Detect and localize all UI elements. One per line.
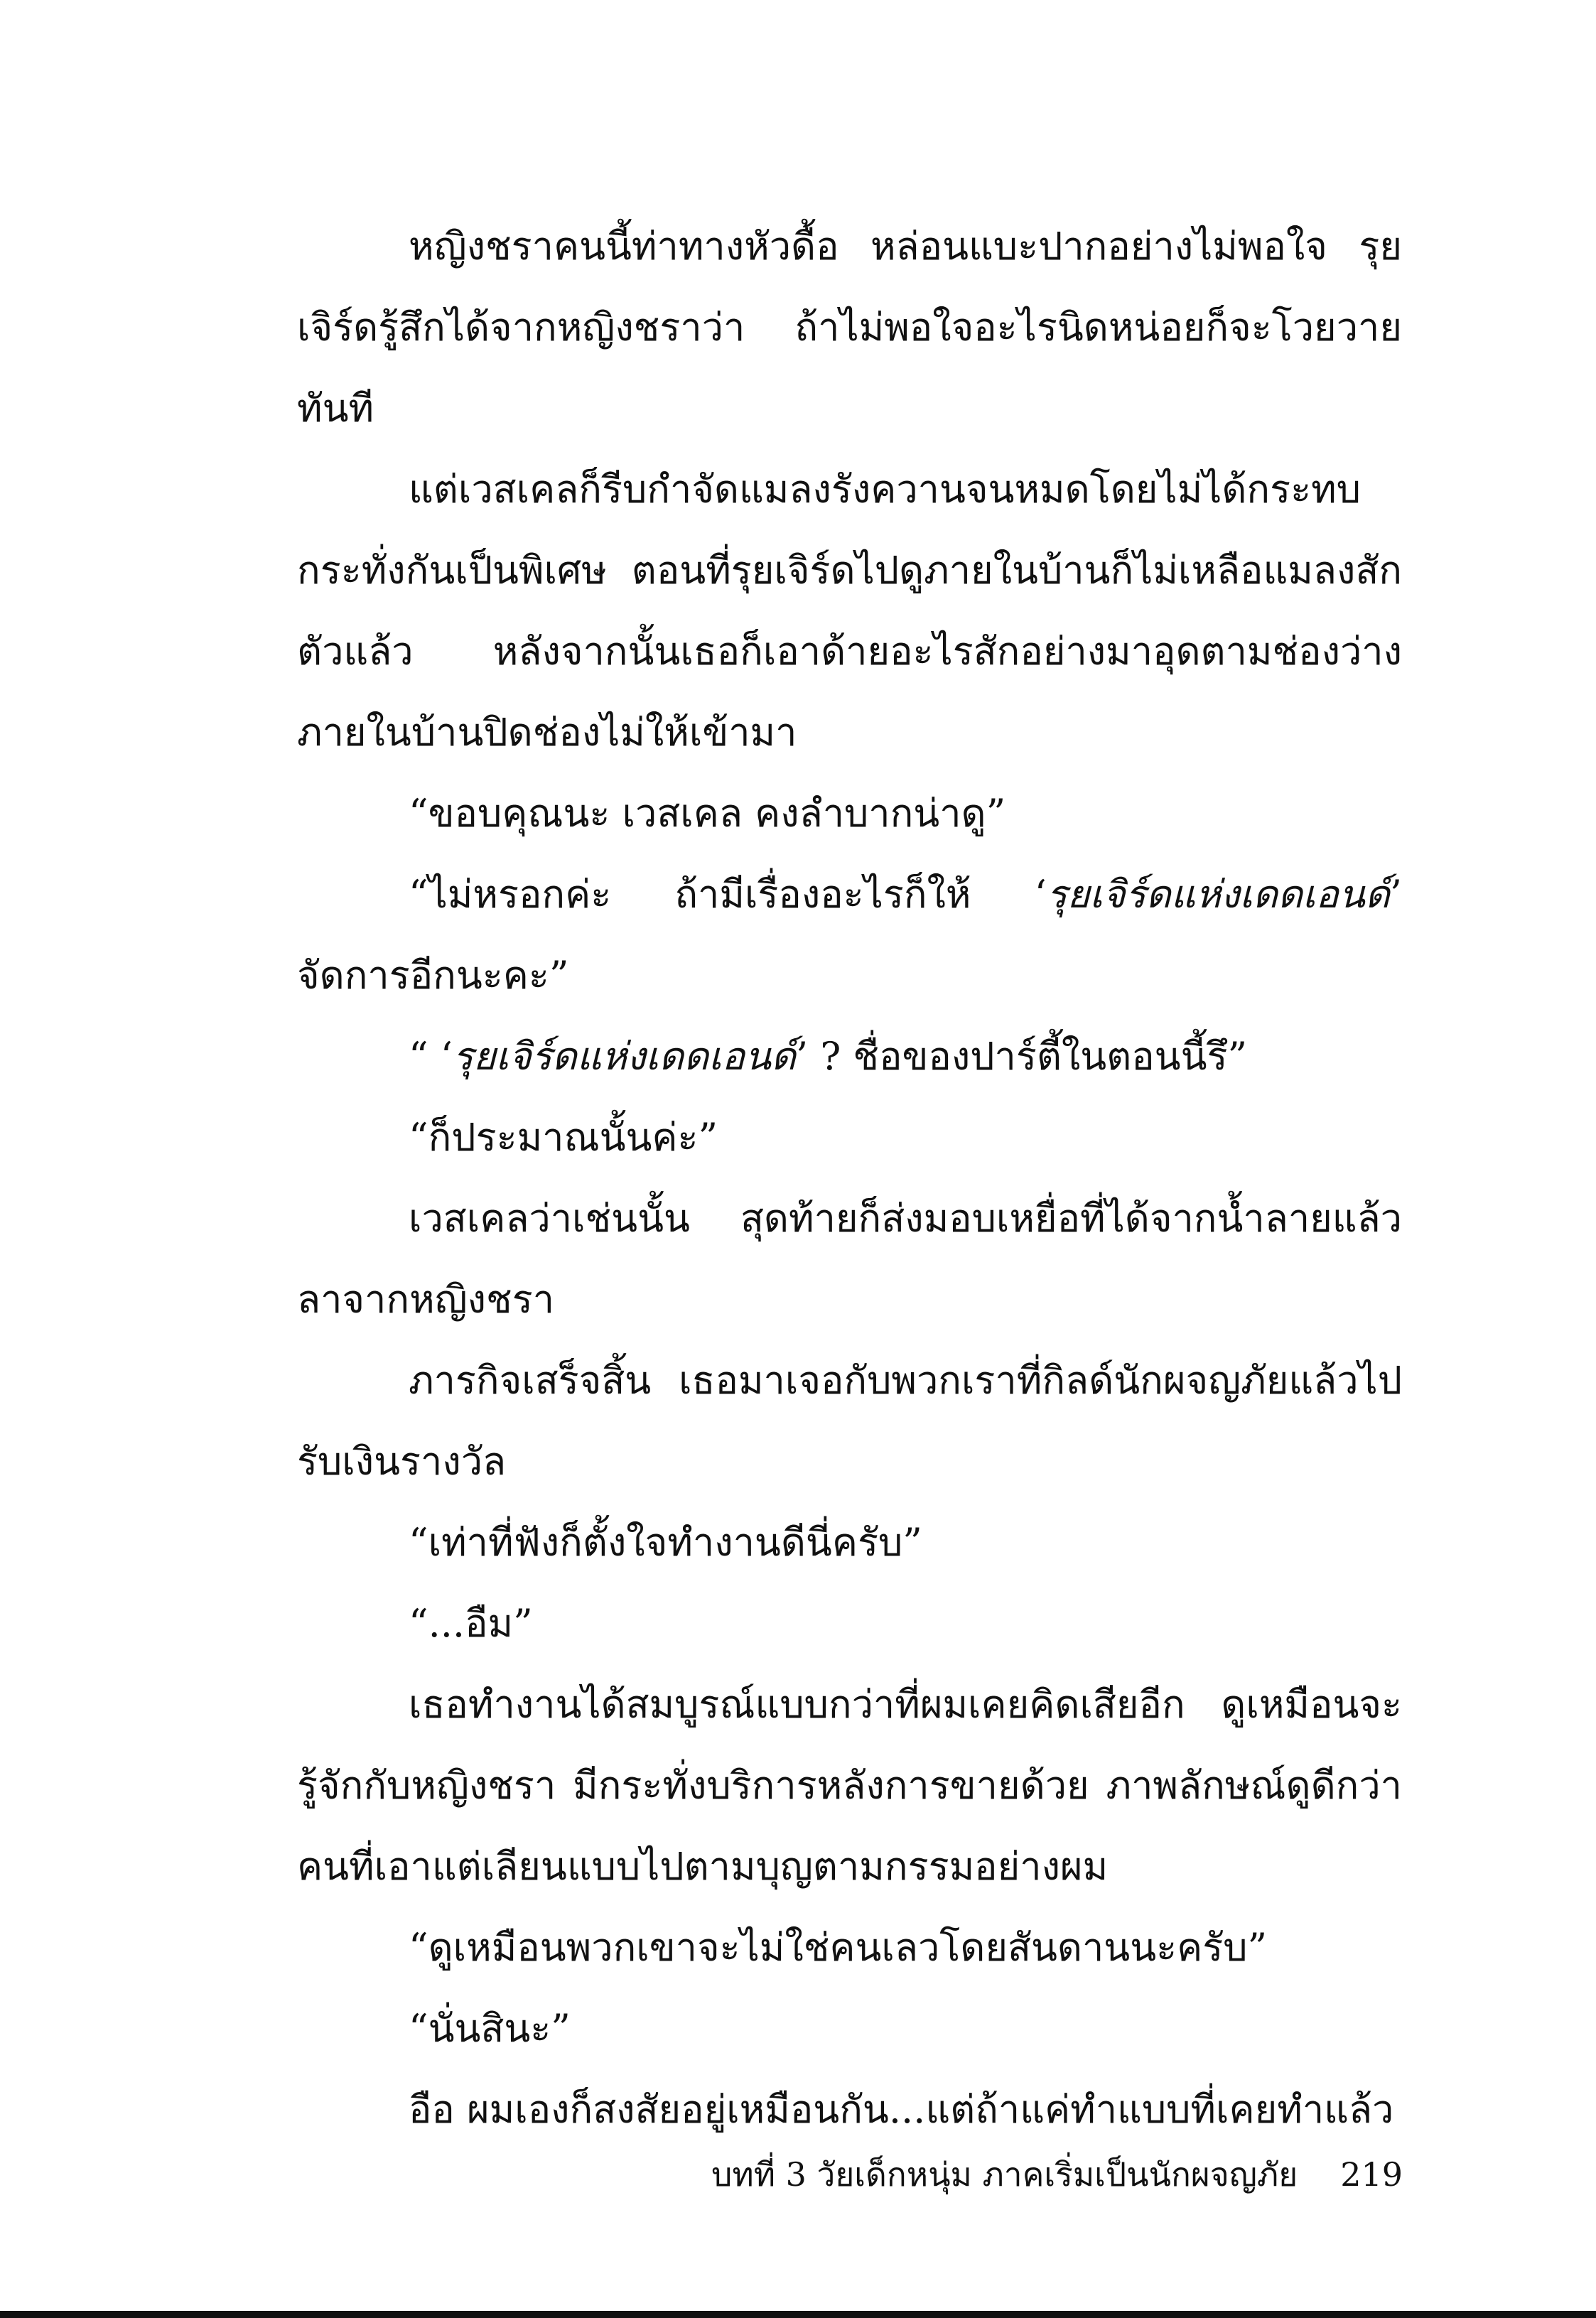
paragraph-4-after: ’ จัดการอีกนะคะ” [297,872,1402,998]
paragraph-10: “...อืม” [409,1601,533,1646]
paragraph-4-before: “ไม่หรอกค่ะ ถ้ามีเรื่องอะไรก็ให้ ‘ [409,872,1047,917]
paragraph-3: “ขอบคุณนะ เวสเคล คงลำบากน่าดู” [409,791,1006,836]
paragraph-14: อือ ผมเองก็สงสัยอยู่เหมือนกัน...แต่ถ้าแค่ทำแบบที่เคยทำแล้ว [409,2087,1394,2132]
paragraph-5-after: ’ ? ชื่อของปาร์ตี้ในตอนนี้รึ” [795,1034,1248,1079]
paragraph-5-before: “ ‘ [409,1034,453,1079]
paragraph-4 [297,854,1402,1016]
paragraph-2: แต่เวสเคลก็รีบกำจัดแมลงรังควานจนหมดโดยไม่ได้กระทบกระทั่งกันเป็นพิเศษ ตอนที่รุยเจิร์ดไปดูภายในบ้านก็ไม่เหลือแมลงสักตัวแล้ว หลังจากนั้นเธอก็เอาด้ายอะไรสักอย่างมาอุดตามช่องว่างภายในบ้านปิดช่องไม่ให้เข้ามา [297,467,1402,755]
paragraph-7: เวสเคลว่าเช่นนั้น สุดท้ายก็ส่งมอบเหยื่อที่ได้จากน้ำลายแล้วลาจากหญิงชรา [297,1196,1402,1322]
paragraph-5 [297,1016,1402,1097]
bottom-border [0,2311,1596,2318]
page-footer [711,2153,1403,2196]
chapter-title: บทที่ 3 วัยเด็กหนุ่ม ภาคเริ่มเป็นนักผจญภัย [711,2155,1298,2194]
paragraph-1: หญิงชราคนนี้ท่าทางหัวดื้อ หล่อนแบะปากอย่างไม่พอใจ รุยเจิร์ดรู้สึกได้จากหญิงชราว่า ถ้าไม่พอใจอะไรนิดหน่อยก็จะโวยวายทันที [297,224,1402,431]
body-text [297,206,1402,2150]
page-number: 219 [1340,2155,1403,2194]
paragraph-11: เธอทำงานได้สมบูรณ์แบบกว่าที่ผมเคยคิดเสียอีก ดูเหมือนจะรู้จักกับหญิงชรา มีกระทั่งบริการหลังการขายด้วย ภาพลักษณ์ดูดีกว่าคนที่เอาแต่เลียนแบบไปตามบุญตามกรรมอย่างผม [297,1682,1402,1889]
paragraph-13: “นั่นสินะ” [409,2006,571,2051]
party-name-italic: รุยเจิร์ดแห่งเดดเอนด์ [1046,872,1390,917]
paragraph-9: “เท่าที่ฟังก็ตั้งใจทำงานดีนี่ครับ” [409,1520,922,1565]
paragraph-12: “ดูเหมือนพวกเขาจะไม่ใช่คนเลวโดยสันดานนะครับ” [409,1925,1268,1970]
paragraph-6: “ก็ประมาณนั้นค่ะ” [409,1115,718,1160]
paragraph-8: ภารกิจเสร็จสิ้น เธอมาเจอกับพวกเราที่กิลด์นักผจญภัยแล้วไปรับเงินรางวัล [297,1358,1402,1484]
party-name-italic: รุยเจิร์ดแห่งเดดเอนด์ [452,1034,796,1079]
